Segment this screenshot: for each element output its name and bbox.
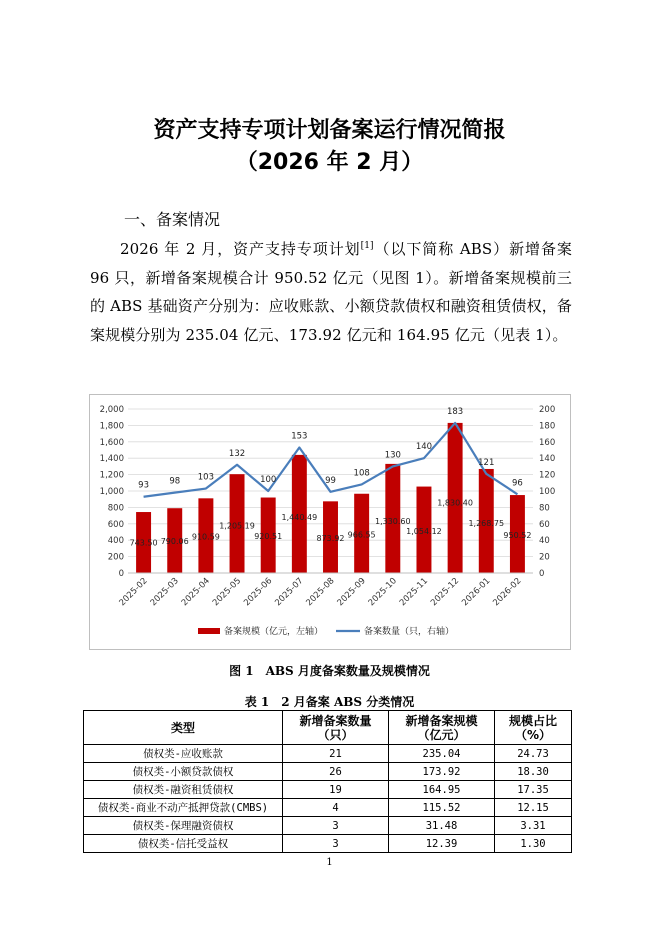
header-count <box>283 711 389 745</box>
table-cell: 24.73 <box>495 745 572 763</box>
table-row <box>84 781 572 799</box>
line-data-label: 183 <box>446 406 464 417</box>
y-right-tick-label: 140 <box>539 454 556 465</box>
table-row <box>84 745 572 763</box>
table-cell: 4 <box>283 799 389 817</box>
table-cell: 3.31 <box>495 817 572 835</box>
line-data-label: 99 <box>325 475 336 486</box>
header-scale-line-1: （亿元） <box>417 727 466 742</box>
table-cell: 17.35 <box>495 781 572 799</box>
y-right-tick-label: 60 <box>539 519 550 530</box>
table-cell: 18.30 <box>495 763 572 781</box>
x-tick-label: 2026-02 <box>491 576 524 609</box>
line-data-label: 132 <box>228 448 246 459</box>
y-left-tick-label: 800 <box>107 503 124 514</box>
abs-monthly-chart <box>89 394 571 650</box>
y-left-tick-label: 2,000 <box>99 405 124 415</box>
table-cell: 115.52 <box>389 799 495 817</box>
bar-data-label: 1,330.60 <box>374 516 411 526</box>
x-tick-label: 2025-05 <box>210 576 244 609</box>
bar-data-label: 1,205.19 <box>219 521 255 531</box>
y-right-tick-label: 80 <box>539 503 550 514</box>
x-tick-label: 2025-10 <box>366 576 399 609</box>
footnote-ref[interactable]: [1] <box>360 241 374 251</box>
bar-data-label: 966.55 <box>347 530 376 540</box>
y-left-tick-label: 1,000 <box>99 487 124 497</box>
table-cell: 21 <box>283 745 389 763</box>
y-left-tick-label: 1,800 <box>99 421 124 432</box>
bar-data-label: 1,268.75 <box>468 519 505 529</box>
x-tick-label: 2025-07 <box>273 576 306 609</box>
table-header-row <box>84 711 572 745</box>
table-cell: 债权类-商业不动产抵押贷款(CMBS) <box>84 799 283 817</box>
table-cell: 债权类-信托受益权 <box>84 835 283 853</box>
table-row <box>84 817 572 835</box>
table-cell: 19 <box>283 781 389 799</box>
table-cell: 173.92 <box>389 763 495 781</box>
table-cell: 12.39 <box>389 835 495 853</box>
table-cell: 债权类-应收账款 <box>84 745 283 763</box>
table-cell: 31.48 <box>389 817 495 835</box>
y-left-tick-label: 1,400 <box>99 454 124 465</box>
header-count-line-1: （只） <box>317 727 354 742</box>
y-right-tick-label: 100 <box>539 487 556 497</box>
line-data-label: 130 <box>384 450 401 461</box>
header-count-line-0: 新增备案数量 <box>299 713 372 728</box>
table-row <box>84 763 572 781</box>
table-cell: 债权类-小额贷款债权 <box>84 763 283 781</box>
bar-data-label: 910.59 <box>191 532 220 542</box>
y-left-tick-label: 0 <box>118 569 124 579</box>
section-heading: 一、备案情况 <box>124 210 221 229</box>
bar-data-label: 950.52 <box>503 530 532 540</box>
table-cell: 1.30 <box>495 835 572 853</box>
line-data-label: 153 <box>291 431 308 442</box>
y-left-tick-label: 1,200 <box>99 470 124 481</box>
table-cell: 3 <box>283 835 389 853</box>
bar-data-label: 873.92 <box>316 533 345 543</box>
legend-line-label: 备案数量（只，右轴） <box>364 627 455 637</box>
table-cell: 债权类-保理融资债权 <box>84 817 283 835</box>
header-ratio-line-1: （%） <box>514 727 552 742</box>
paragraph-text-1: 2026 年 2 月，资产支持专项计划 <box>120 240 361 258</box>
x-tick-label: 2025-09 <box>335 576 368 609</box>
table-cell: 26 <box>283 763 389 781</box>
table-cell: 债权类-融资租赁债权 <box>84 781 283 799</box>
bar-data-label: 920.51 <box>254 532 283 542</box>
line-data-label: 98 <box>169 476 181 487</box>
x-tick-label: 2025-02 <box>117 576 150 609</box>
bar-data-label: 743.50 <box>129 538 158 548</box>
line-data-label: 108 <box>353 468 370 479</box>
bar-data-label: 1,830.40 <box>437 498 473 508</box>
header-ratio-line-0: 规模占比 <box>508 713 557 728</box>
table-cell: 12.15 <box>495 799 572 817</box>
header-type: 类型 <box>84 711 283 745</box>
x-tick-label: 2025-11 <box>397 576 431 609</box>
y-right-tick-label: 120 <box>539 470 556 481</box>
chart-svg <box>90 395 570 649</box>
line-data-label: 121 <box>478 457 495 468</box>
y-right-tick-label: 0 <box>539 569 545 579</box>
line-data-label: 93 <box>138 480 149 491</box>
header-ratio <box>495 711 572 745</box>
legend-bar-label: 备案规模（亿元，左轴） <box>224 627 324 637</box>
paragraph-text-2: （以下简称 ABS）新增备案 96 只，新增备案规模合计 950.52 亿元（见图 1）。新增备案规模前三的 ABS 基础资产分别为：应收账款、小额贷款债权和融资租赁债权，备案规模分别为 235.04 亿元、173.92 亿元和 164.95 亿元（见表 1）。 <box>90 240 572 344</box>
line-data-label: 140 <box>415 442 433 453</box>
y-right-tick-label: 200 <box>539 405 556 415</box>
page-title: 资产支持专项计划备案运行情况简报 <box>153 118 506 143</box>
x-tick-label: 2025-12 <box>429 576 462 609</box>
header-scale-line-0: 新增备案规模 <box>405 713 478 728</box>
y-right-tick-label: 40 <box>539 536 550 547</box>
y-right-tick-label: 180 <box>539 421 556 432</box>
x-tick-label: 2025-08 <box>304 576 337 609</box>
y-left-tick-label: 1,600 <box>99 437 124 448</box>
table-row <box>84 835 572 853</box>
table-caption: 表 1 2 月备案 ABS 分类情况 <box>244 695 415 709</box>
header-scale <box>389 711 495 745</box>
y-left-tick-label: 600 <box>107 519 124 530</box>
x-tick-label: 2026-01 <box>460 576 493 609</box>
page-number: 1 <box>326 857 333 868</box>
table-cell: 164.95 <box>389 781 495 799</box>
y-right-tick-label: 160 <box>539 437 556 448</box>
line-data-label: 100 <box>260 475 277 485</box>
line-data-label: 103 <box>197 472 215 483</box>
y-right-tick-label: 20 <box>539 552 550 563</box>
line-data-label: 96 <box>512 478 523 489</box>
page-subtitle: （2026 年 2 月） <box>235 150 424 175</box>
summary-paragraph <box>90 235 572 349</box>
bar-data-label: 1,054.12 <box>406 527 442 537</box>
classification-table <box>83 710 572 853</box>
bar-data-label: 1,440.49 <box>281 512 318 522</box>
bar-data-label: 790.06 <box>160 536 189 546</box>
x-tick-label: 2025-03 <box>148 576 181 609</box>
figure-caption: 图 1 ABS 月度备案数量及规模情况 <box>229 664 430 678</box>
table-row <box>84 799 572 817</box>
y-left-tick-label: 400 <box>107 536 124 547</box>
x-tick-label: 2025-06 <box>242 576 275 609</box>
y-left-tick-label: 200 <box>107 552 124 563</box>
x-tick-label: 2025-04 <box>179 576 213 609</box>
table-cell: 3 <box>283 817 389 835</box>
legend-bar-swatch <box>198 628 220 634</box>
table-cell: 235.04 <box>389 745 495 763</box>
